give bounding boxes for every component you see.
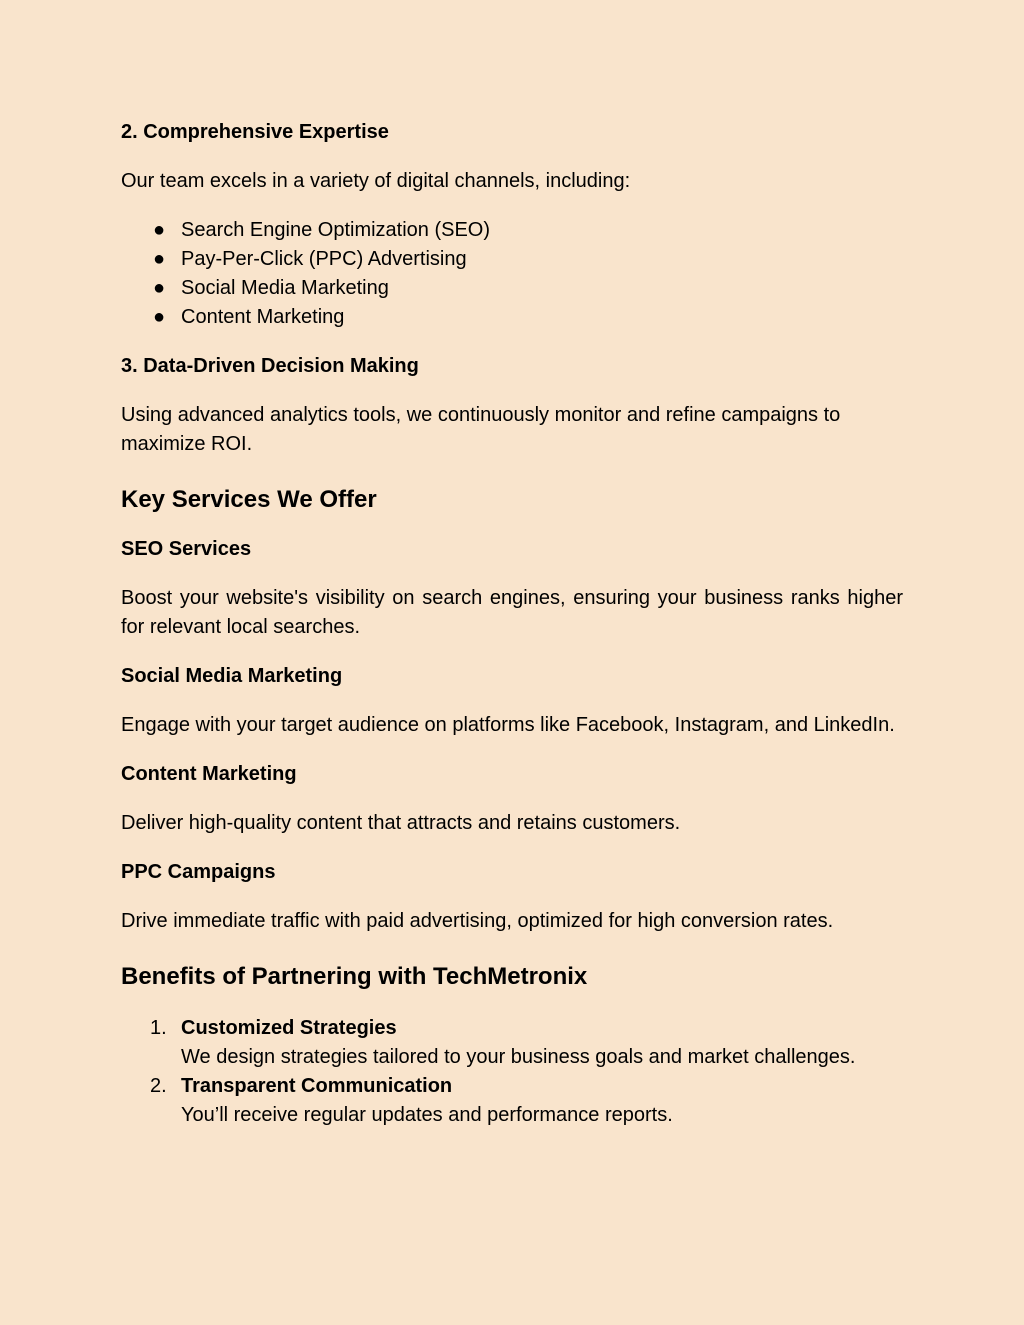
service-body-social-media: Engage with your target audience on platforms like Facebook, Instagram, and LinkedIn. — [121, 714, 895, 736]
service-body-ppc: Drive immediate traffic with paid advertising, optimized for high conversion rates. — [121, 910, 834, 932]
section-heading-benefits: Benefits of Partnering with TechMetronix — [121, 963, 588, 990]
bullet-icon: ● — [153, 306, 166, 328]
section-heading-data-driven: 3. Data-Driven Decision Making — [121, 355, 419, 377]
section-heading-services: Key Services We Offer — [121, 486, 377, 513]
data-driven-body: Using advanced analytics tools, we continuously monitor and refine campaigns to maximize ROI. — [121, 404, 841, 455]
list-item — [121, 274, 903, 303]
list-item-number: 2. — [150, 1075, 167, 1097]
list-item — [121, 1072, 903, 1130]
service-body-seo: Boost your website's visibility on search engines, ensuring your business ranks higher for relevant local searches. — [121, 587, 903, 638]
service-title-content-marketing: Content Marketing — [121, 763, 297, 785]
list-item-text: Pay-Per-Click (PPC) Advertising — [181, 248, 467, 270]
list-item — [121, 245, 903, 274]
bullet-icon: ● — [153, 248, 166, 270]
benefits-list — [121, 1014, 903, 1130]
benefit-body: You’ll receive regular updates and performance reports. — [181, 1104, 673, 1126]
benefit-body: We design strategies tailored to your business goals and market challenges. — [181, 1046, 856, 1068]
bullet-icon: ● — [153, 219, 166, 241]
list-item — [121, 1014, 903, 1072]
list-item-text: Social Media Marketing — [181, 277, 389, 299]
list-item-text: Search Engine Optimization (SEO) — [181, 219, 491, 241]
list-item — [121, 216, 903, 245]
document-content — [121, 118, 903, 1130]
service-title-seo: SEO Services — [121, 538, 252, 560]
expertise-list — [121, 216, 903, 332]
bullet-icon: ● — [153, 277, 166, 299]
service-title-social-media: Social Media Marketing — [121, 665, 343, 687]
service-body-content-marketing: Deliver high-quality content that attracts and retains customers. — [121, 812, 681, 834]
list-item-number: 1. — [150, 1017, 167, 1039]
benefit-title: Transparent Communication — [181, 1075, 453, 1097]
section-heading-expertise: 2. Comprehensive Expertise — [121, 121, 389, 143]
service-title-ppc: PPC Campaigns — [121, 861, 276, 883]
list-item — [121, 303, 903, 332]
list-item-text: Content Marketing — [181, 306, 345, 328]
benefit-title: Customized Strategies — [181, 1017, 397, 1039]
expertise-intro: Our team excels in a variety of digital channels, including: — [121, 170, 631, 192]
